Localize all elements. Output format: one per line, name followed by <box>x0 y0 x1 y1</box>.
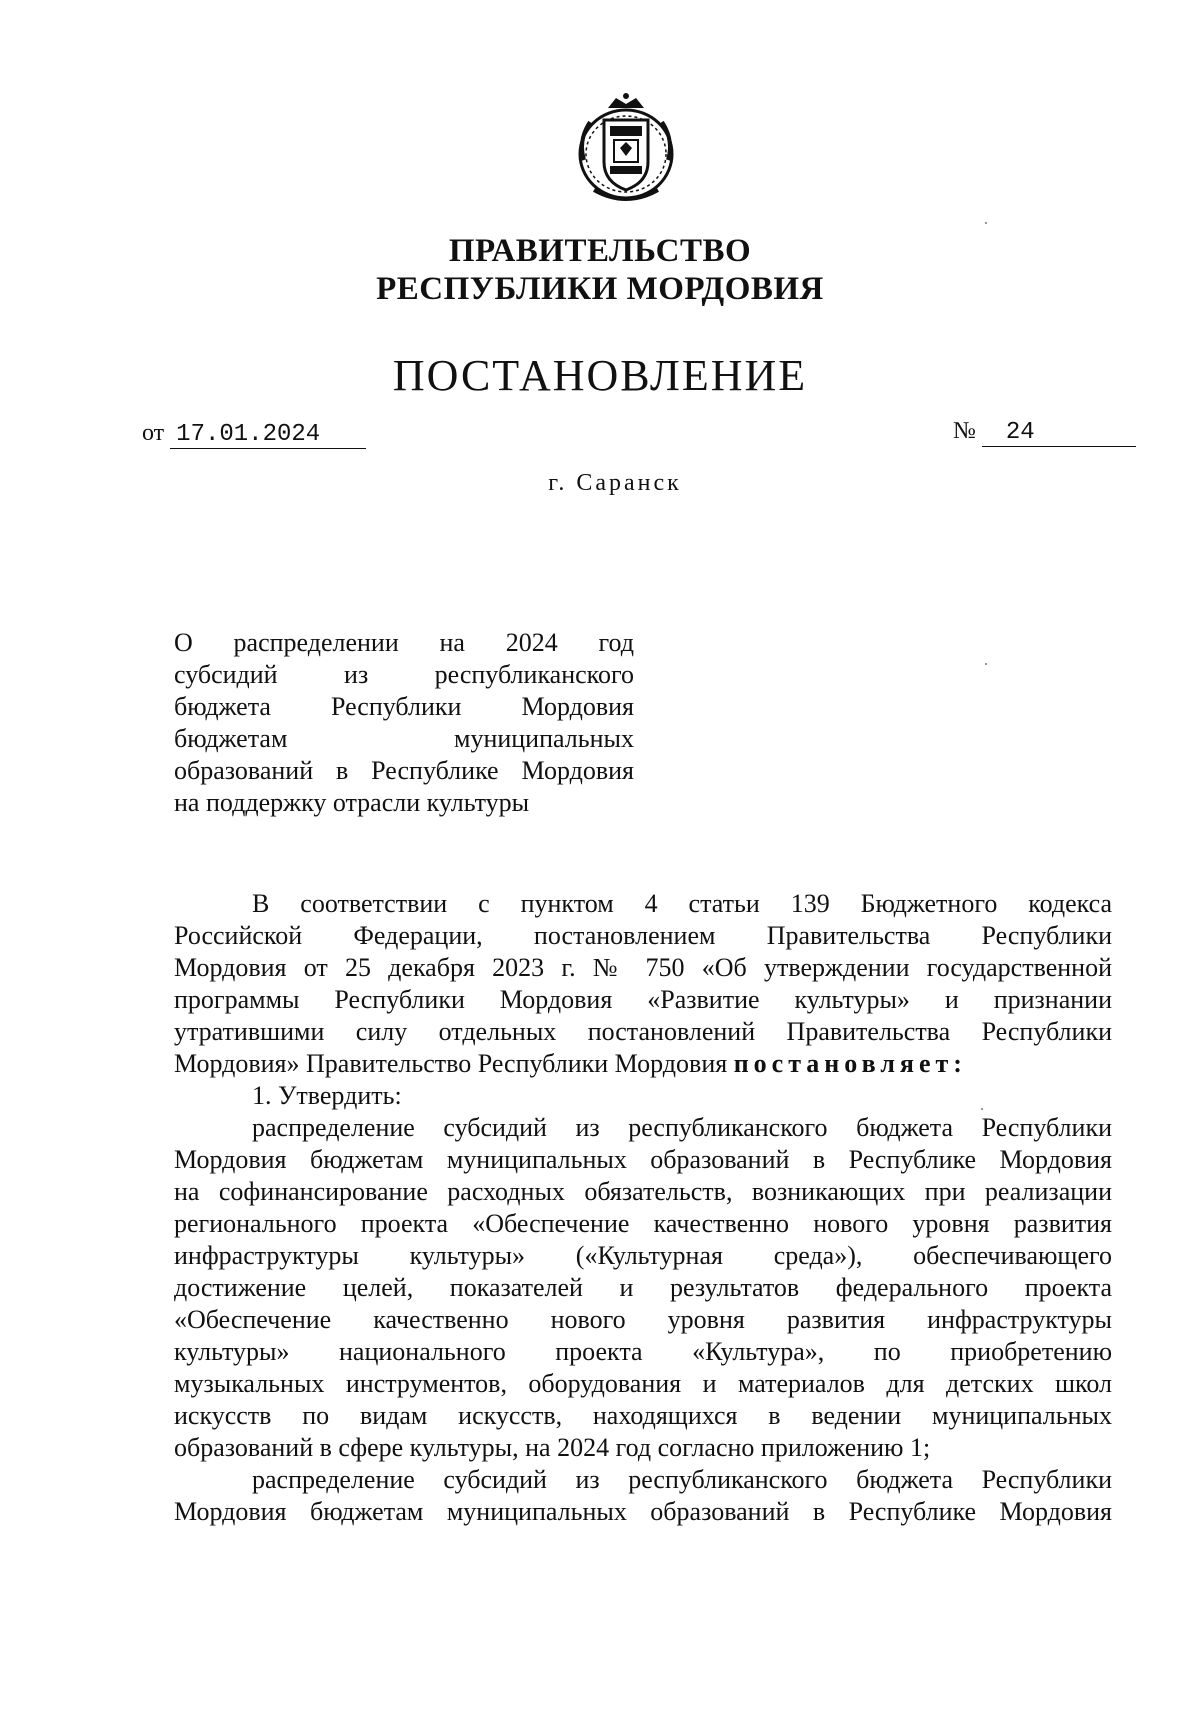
subject-line: О распределении на 2024 год <box>174 628 634 657</box>
document-number-field <box>953 418 1136 447</box>
body-line: достижение целей, показателей и результатов федерального проекта <box>174 1273 1112 1302</box>
subject-line: на поддержку отрасли культуры <box>174 788 530 817</box>
number-prefix: № <box>953 418 976 444</box>
subject-line: образований в Республике Мордовия <box>174 756 634 785</box>
body-line: на софинансирование расходных обязательств, возникающих при реализации <box>174 1177 1112 1206</box>
scan-speck <box>985 222 987 224</box>
body-line: регионального проекта «Обеспечение качественно нового уровня развития <box>174 1209 1112 1238</box>
subject-line: бюджета Республики Мордовия <box>174 692 634 721</box>
scan-speck <box>981 1108 983 1110</box>
subject-line: субсидий из республиканского <box>174 660 634 689</box>
scan-speck <box>985 663 987 665</box>
coat-of-arms-emblem <box>570 90 682 208</box>
body-line: инфраструктуры культуры» («Культурная среда»), обеспечивающего <box>174 1241 1112 1270</box>
body-line: «Обеспечение качественно нового уровня развития инфраструктуры <box>174 1305 1112 1334</box>
date-prefix: от <box>142 420 165 446</box>
document-body <box>174 888 1112 1528</box>
body-line: распределение субсидий из республиканского бюджета Республики <box>252 1465 1112 1494</box>
body-line: утратившими силу отдельных постановлений Правительства Республики <box>174 1017 1112 1046</box>
subject-line: бюджетам муниципальных <box>174 724 634 753</box>
body-line <box>174 1048 1112 1080</box>
document-number: 24 <box>982 420 1136 447</box>
document-type-title: ПОСТАНОВЛЕНИЕ <box>392 351 808 400</box>
city-name: г. Саранск <box>548 470 682 496</box>
body-line: программы Республики Мордовия «Развитие культуры» и признании <box>174 985 1112 1014</box>
document-date-field <box>142 420 366 449</box>
government-name-line1: ПРАВИТЕЛЬСТВО <box>448 233 752 269</box>
body-line: распределение субсидий из республиканского бюджета Республики <box>252 1113 1112 1142</box>
item-heading: 1. Утвердить: <box>252 1081 402 1110</box>
body-line: культуры» национального проекта «Культура», по приобретению <box>174 1337 1112 1366</box>
body-line: Мордовия от 25 декабря 2023 г. № 750 «Об утверждении государственной <box>174 953 1112 982</box>
body-line: Мордовия бюджетам муниципальных образований в Республике Мордовия <box>174 1497 1112 1526</box>
body-line: музыкальных инструментов, оборудования и материалов для детских школ <box>174 1369 1112 1398</box>
body-line: образований в сфере культуры, на 2024 год согласно приложению 1; <box>174 1433 931 1462</box>
resolution-text: Мордовия» Правительство Республики Мордовия <box>174 1049 734 1078</box>
document-subject <box>174 627 634 819</box>
body-line: В соответствии с пунктом 4 статьи 139 Бюджетного кодекса <box>252 889 1112 918</box>
document-date: 17.01.2024 <box>170 422 366 449</box>
government-name-line2: РЕСПУБЛИКИ МОРДОВИЯ <box>376 271 824 307</box>
body-line: Российской Федерации, постановлением Правительства Республики <box>174 921 1112 950</box>
resolution-keyword: постановляет: <box>733 1049 967 1078</box>
body-line: искусств по видам искусств, находящихся в ведении муниципальных <box>174 1401 1112 1430</box>
body-line: Мордовия бюджетам муниципальных образований в Республике Мордовия <box>174 1145 1112 1174</box>
